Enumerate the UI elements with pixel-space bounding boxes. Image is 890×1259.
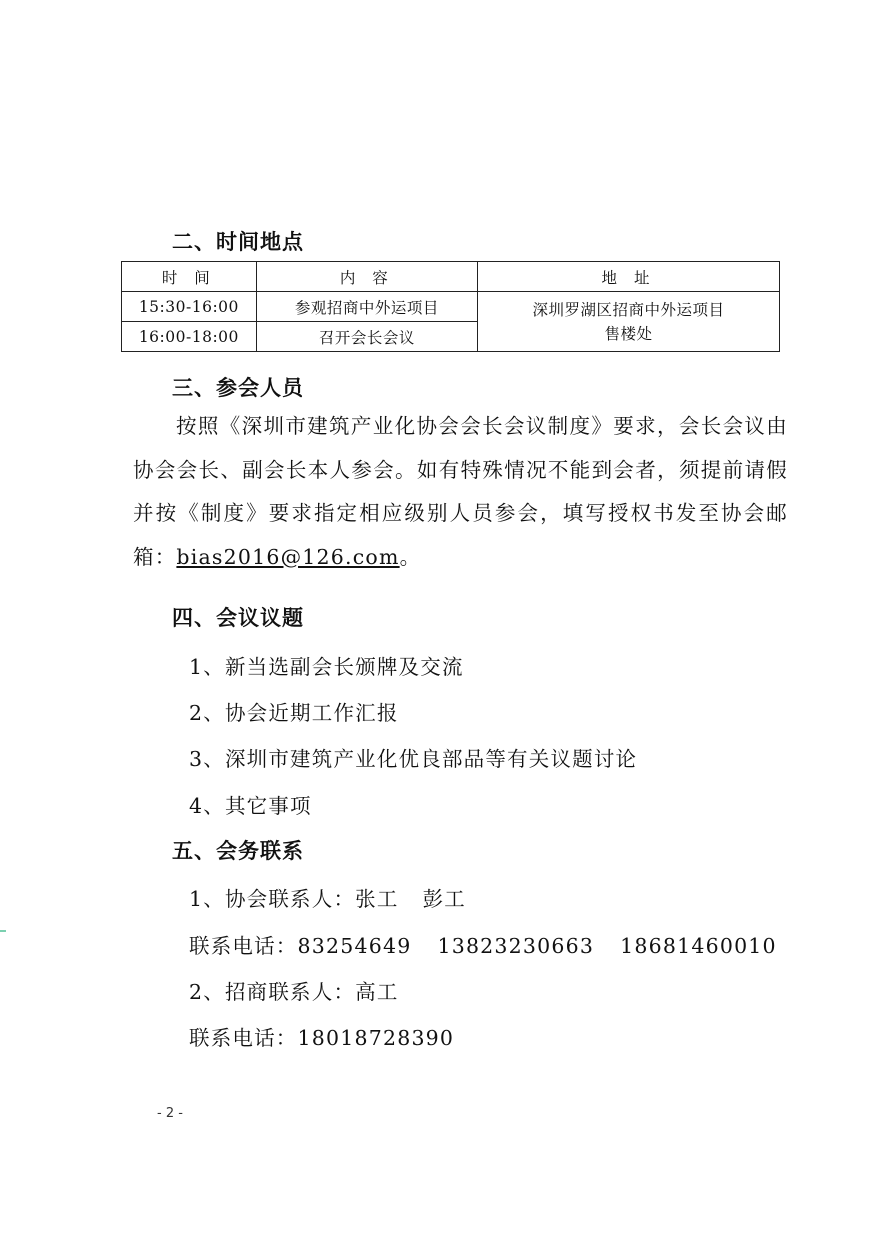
contact1-name1: 张工 bbox=[355, 887, 399, 911]
agenda-item-4: 4、其它事项 bbox=[189, 794, 312, 818]
table-header-row bbox=[122, 262, 780, 292]
contact1-name2: 彭工 bbox=[422, 887, 466, 911]
header-address: 地 址 bbox=[477, 262, 779, 292]
phone1-number-a: 83254649 bbox=[297, 934, 412, 958]
phone1-number-b: 13823230663 bbox=[437, 934, 595, 958]
phone1-label: 联系电话： bbox=[189, 934, 298, 958]
address-line-1: 深圳罗湖区招商中外运项目 bbox=[532, 300, 725, 319]
attendees-text: 按照《深圳市建筑产业化协会会长会议制度》要求，会长会议由协会会长、副会长本人参会。如有特殊情况不能到会者，须提前请假并按《制度》要求指定相应级别人员参会，填写授权书发至协会邮箱： bbox=[133, 414, 788, 569]
schedule-table bbox=[121, 261, 780, 352]
agenda-item-3: 3、深圳市建筑产业化优良部品等有关议题讨论 bbox=[189, 747, 638, 771]
email-link[interactable]: bias2016@126.com bbox=[176, 544, 400, 569]
contact-line-1 bbox=[189, 882, 466, 912]
agenda-item-2: 2、协会近期工作汇报 bbox=[189, 701, 399, 725]
row2-content: 召开会长会议 bbox=[256, 322, 477, 352]
scan-edge-mark bbox=[0, 930, 6, 932]
phone-line-2: 联系电话：18018728390 bbox=[189, 1026, 455, 1050]
address-line-2: 售楼处 bbox=[604, 324, 653, 343]
table-row bbox=[122, 292, 780, 322]
section-heading-attendees: 三、参会人员 bbox=[172, 376, 304, 400]
section-heading-contacts: 五、会务联系 bbox=[172, 839, 304, 863]
header-time: 时 间 bbox=[122, 262, 257, 292]
row2-time: 16:00-18:00 bbox=[122, 322, 257, 352]
contact-line-2: 2、招商联系人：高工 bbox=[189, 980, 399, 1004]
phone1-number-c: 18681460010 bbox=[620, 934, 777, 958]
attendees-paragraph bbox=[133, 405, 788, 579]
paragraph-end: 。 bbox=[399, 544, 422, 569]
row1-time: 15:30-16:00 bbox=[122, 292, 257, 322]
address-cell bbox=[477, 292, 779, 352]
header-content: 内 容 bbox=[256, 262, 477, 292]
agenda-item-1: 1、新当选副会长颁牌及交流 bbox=[189, 655, 464, 679]
page-number: - 2 - bbox=[157, 1106, 183, 1121]
phone-line-1 bbox=[189, 929, 777, 959]
section-heading-time-place: 二、时间地点 bbox=[172, 230, 304, 254]
section-heading-agenda: 四、会议议题 bbox=[172, 606, 304, 630]
row1-content: 参观招商中外运项目 bbox=[256, 292, 477, 322]
contact1-label: 1、协会联系人： bbox=[189, 887, 356, 911]
